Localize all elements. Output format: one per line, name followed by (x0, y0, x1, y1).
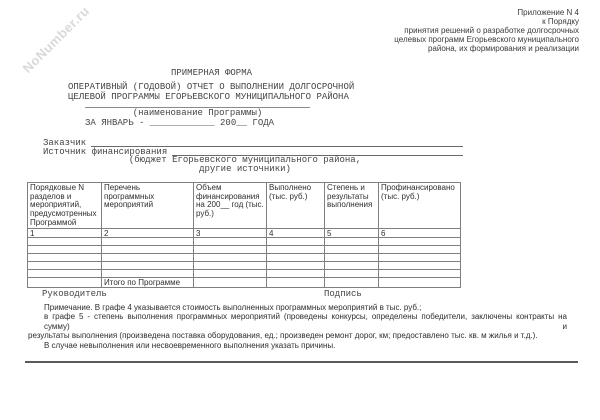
head-signature-label: Руководитель (42, 289, 107, 299)
empty-cell (325, 278, 379, 288)
bottom-divider-line (25, 361, 578, 363)
column-number-cell: 5 (325, 228, 379, 238)
empty-cell (379, 270, 461, 278)
report-table (27, 182, 461, 288)
header-cell-completed: Выполнено (тыс. руб.) (267, 183, 325, 229)
table-row (28, 262, 461, 270)
total-row (28, 278, 461, 288)
table-row (28, 254, 461, 262)
empty-cell (102, 246, 194, 254)
annex-line: к Порядку (542, 17, 579, 26)
header-cell-degree-results: Степень и результаты выполнения (325, 183, 379, 229)
empty-cell (194, 254, 267, 262)
form-type-heading: ПРИМЕРНАЯ ФОРМА (170, 68, 252, 78)
watermark-text: NoNumber.ru (19, 3, 93, 76)
header-cell-measures: Перечень программных мероприятий (102, 183, 194, 229)
funding-hint-line2: другие источники) (199, 164, 291, 174)
header-cell-financed: Профинансировано (тыс. руб.) (379, 183, 461, 229)
empty-cell (325, 270, 379, 278)
column-number-row (28, 228, 461, 238)
empty-cell (379, 238, 461, 246)
empty-cell (379, 246, 461, 254)
empty-cell (102, 238, 194, 246)
empty-cell (325, 262, 379, 270)
funding-source-label: Источник финансирования (43, 147, 168, 157)
empty-cell (194, 238, 267, 246)
empty-cell (28, 262, 102, 270)
empty-cell (325, 238, 379, 246)
report-title-line2: ЦЕЛЕВОЙ ПРОГРАММЫ ЕГОРЬЕВСКОГО МУНИЦИПАЛЬНОГО РАЙОНА (68, 91, 349, 102)
table-empty-rows (28, 238, 461, 278)
empty-cell (325, 254, 379, 262)
empty-cell (267, 254, 325, 262)
empty-cell (194, 246, 267, 254)
note-line: результаты выполнения (произведена поставка оборудования, ед.; произведен ремонт дорог, км; предоставлено тыс. кв. м жилья и т.д.). (28, 331, 538, 341)
note-line: в графе 5 - степень выполнения программных мероприятий (проведены конкурсы, определены победители, заключены контракты на сумму) и (44, 312, 567, 331)
program-name-caption: (наименование Программы) (132, 107, 263, 118)
empty-cell (194, 278, 267, 288)
empty-cell (28, 254, 102, 262)
table-row (28, 270, 461, 278)
header-cell-funding-volume: Объем финансирования на 200__ год (тыс. руб.) (194, 183, 267, 229)
empty-cell (194, 270, 267, 278)
table-total-section (28, 278, 461, 288)
empty-cell (267, 278, 325, 288)
annex-line: района, их формирования и реализации (427, 44, 579, 53)
column-number-cell: 2 (102, 228, 194, 238)
column-number-cell: 3 (194, 228, 267, 238)
empty-cell (102, 262, 194, 270)
empty-cell (267, 238, 325, 246)
annex-line: целевых программ Егорьевского муниципального (394, 35, 579, 44)
empty-cell (28, 246, 102, 254)
report-title-line1: ОПЕРАТИВНЫЙ (ГОДОВОЙ) ОТЧЕТ О ВЫПОЛНЕНИИ ДОЛГОСРОЧНОЙ (68, 82, 355, 92)
empty-cell (102, 254, 194, 262)
empty-cell (267, 262, 325, 270)
table-header-row (28, 183, 461, 229)
annex-reference (394, 8, 579, 53)
note-line: В случае невыполнения или несвоевременного выполнения указать причины. (44, 340, 336, 350)
table-head (28, 183, 461, 238)
table-row (28, 238, 461, 246)
column-number-cell: 1 (28, 228, 102, 238)
column-number-cell: 4 (267, 228, 325, 238)
empty-cell (102, 270, 194, 278)
empty-cell (28, 278, 102, 288)
notes-block (28, 303, 567, 350)
report-period-line: ЗА ЯНВАРЬ - ____________ 200__ ГОДА (85, 117, 275, 128)
header-cell-row-numbers: Порядковые N разделов и мероприятий, предусмотренных Программой (28, 183, 102, 229)
annex-line: принятия решений о разработке долгосрочных (404, 26, 579, 35)
table-row (28, 246, 461, 254)
customer-fill-in-line (91, 138, 463, 147)
empty-cell (325, 246, 379, 254)
total-label-cell: Итого по Программе (102, 278, 194, 288)
empty-cell (379, 278, 461, 288)
customer-label: Заказчик (43, 138, 87, 148)
empty-cell (267, 246, 325, 254)
signature-label: Подпись (324, 289, 362, 299)
empty-cell (267, 270, 325, 278)
annex-line: Приложение N 4 (517, 8, 579, 17)
empty-cell (194, 262, 267, 270)
empty-cell (28, 238, 102, 246)
empty-cell (379, 254, 461, 262)
note-line: Примечание. В графе 4 указывается стоимость выполненных программных мероприятий в тыс. руб.; (44, 303, 422, 312)
funding-hint-line1: (бюджет Егорьевского муниципального района, (128, 155, 362, 165)
empty-cell (379, 262, 461, 270)
empty-cell (28, 270, 102, 278)
column-number-cell: 6 (379, 228, 461, 238)
